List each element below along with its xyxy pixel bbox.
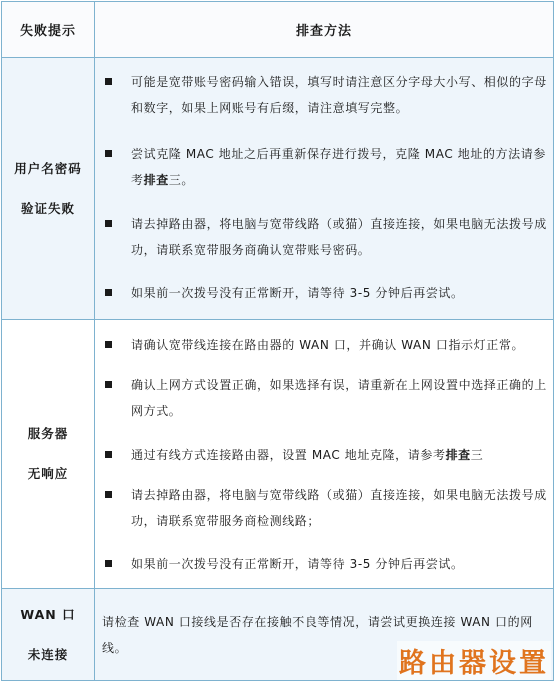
list-item (105, 442, 547, 468)
failure-cell (2, 58, 95, 319)
bullet-icon (105, 289, 112, 296)
failure-label-line: 验证失败 (20, 200, 75, 216)
table-header-row (2, 2, 553, 58)
site-watermark: 路由器设置 (397, 641, 551, 680)
bullet-icon (105, 220, 112, 227)
list-item-text: 如果前一次拨号没有正常断开，请等待 3-5 分钟后再尝试。 (131, 557, 464, 571)
bullet-icon (105, 150, 112, 157)
method-cell (95, 58, 553, 319)
list-item-text: 可能是宽带账号密码输入错误，填写时请注意区分字母大小写、相似的字母和数字，如果上网账号有后缀，请注意填写完整。 (131, 75, 547, 115)
list-item (105, 551, 547, 577)
failure-label-line: 无响应 (27, 466, 69, 481)
list-item (105, 482, 547, 534)
failure-cell (2, 589, 95, 680)
table-row-no-response (2, 320, 553, 589)
failure-label-line: 用户名密码 (14, 160, 82, 176)
method-text: 请检查 WAN 口接线是否存在接触不良等情况，请尝试更换连接 WAN 口的网线。 (102, 615, 533, 655)
bullet-icon (105, 491, 112, 498)
header-method-label: 排查方法 (295, 24, 352, 39)
bullet-icon (105, 451, 112, 458)
list-item (105, 280, 547, 306)
header-cell-method (95, 2, 553, 57)
list-item-text: 尝试克隆 MAC 地址之后再重新保存进行拨号，克隆 MAC 地址的方法请参考排查三。 (131, 147, 546, 187)
bullet-icon (105, 560, 112, 567)
failure-cell (2, 320, 95, 588)
reference-bold: 排查 (143, 173, 169, 187)
failure-label-line: 服务器 (27, 426, 69, 441)
bullet-icon (105, 381, 112, 388)
bullet-icon (105, 78, 112, 85)
list-item (105, 69, 547, 121)
list-item (105, 332, 547, 358)
troubleshooting-table (1, 1, 554, 681)
failure-label-line: WAN 口 (20, 606, 76, 622)
header-cell-failure (2, 2, 95, 57)
list-item-text: 请去掉路由器，将电脑与宽带线路（或猫）直接连接，如果电脑无法拨号成功，请联系宽带服务商确认宽带账号密码。 (131, 217, 547, 257)
list-item-text: 请去掉路由器，将电脑与宽带线路（或猫）直接连接，如果电脑无法拨号成功，请联系宽带服务商检测线路； (131, 488, 547, 528)
list-item (105, 141, 547, 193)
list-item-text: 通过有线方式连接路由器，设置 MAC 地址克隆，请参考排查三 (131, 448, 484, 462)
bullet-icon (105, 341, 112, 348)
list-item (105, 372, 547, 424)
list-item-text: 确认上网方式设置正确，如果选择有误，请重新在上网设置中选择正确的上网方式。 (131, 378, 547, 418)
list-item-text: 请确认宽带线连接在路由器的 WAN 口，并确认 WAN 口指示灯正常。 (131, 338, 525, 352)
table-row-auth-failed (2, 58, 553, 320)
failure-label-line: 未连接 (27, 646, 69, 662)
method-cell (95, 320, 553, 588)
header-failure-label: 失败提示 (19, 24, 76, 39)
list-item (105, 211, 547, 263)
reference-bold: 排查 (445, 448, 471, 462)
list-item-text: 如果前一次拨号没有正常断开，请等待 3-5 分钟后再尝试。 (131, 286, 464, 300)
